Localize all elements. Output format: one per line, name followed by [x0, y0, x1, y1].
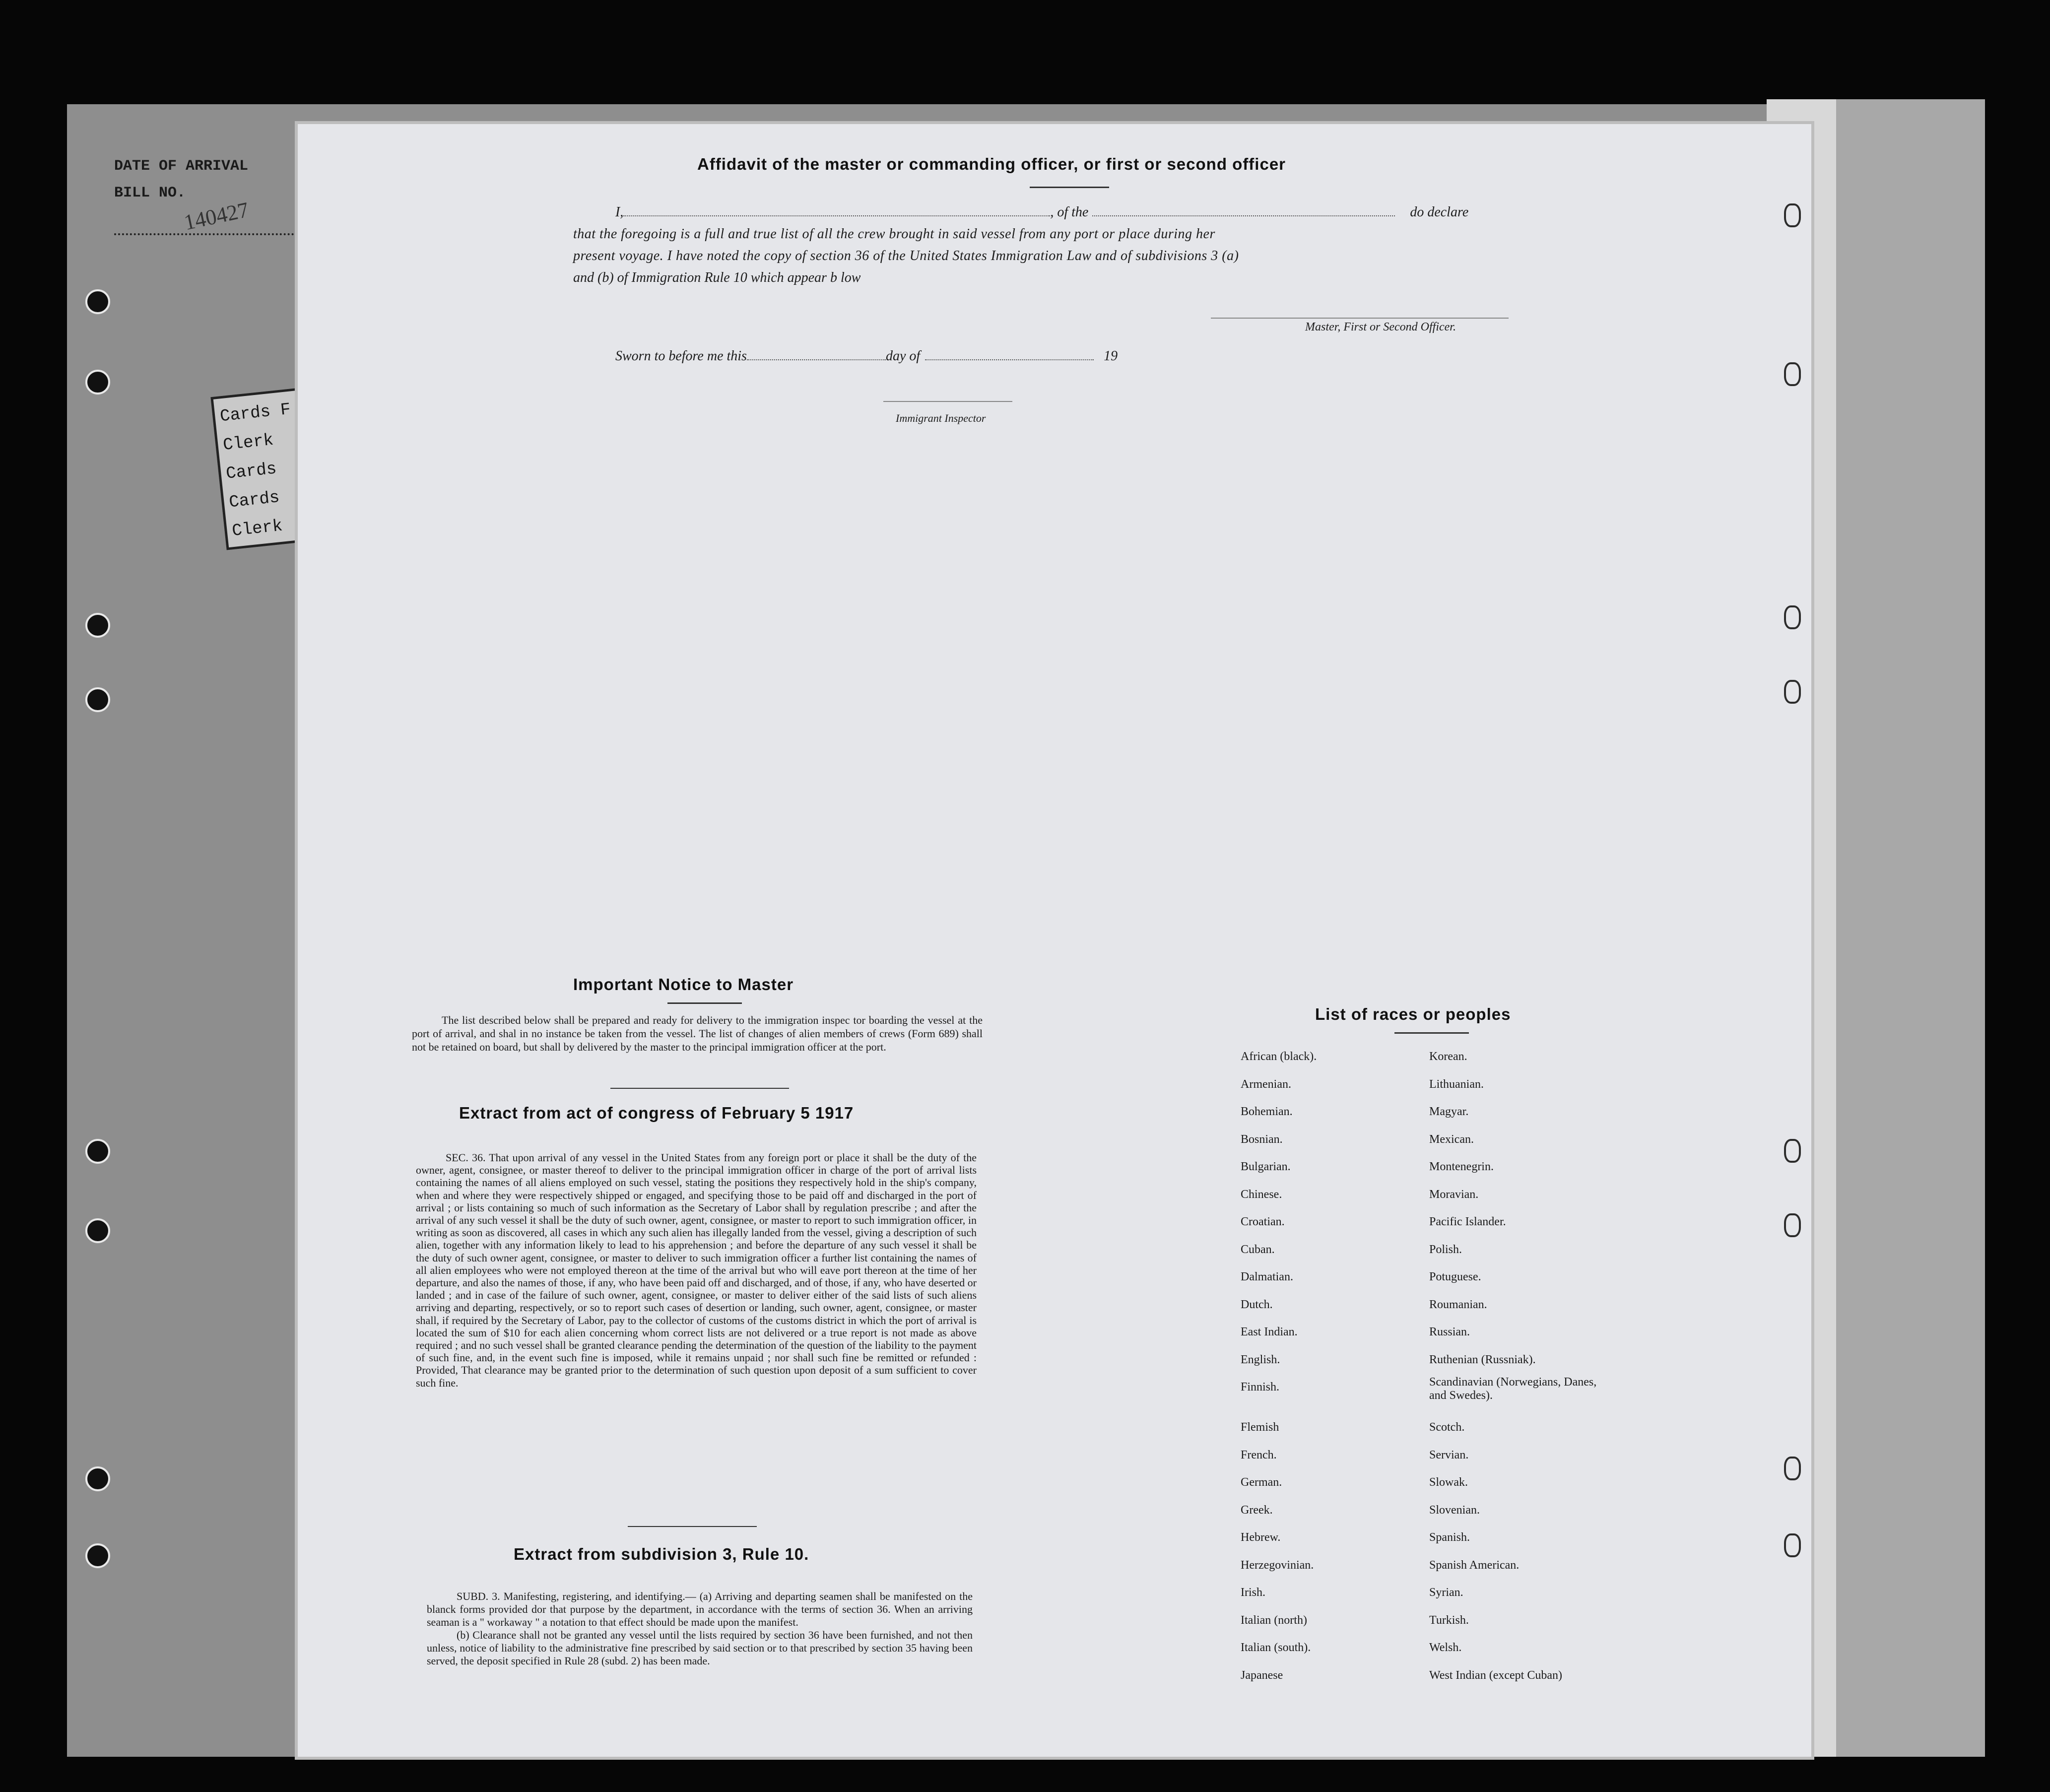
race-item: Syrian.: [1429, 1586, 1463, 1599]
race-item: Mexican.: [1429, 1132, 1474, 1146]
stamp-line: Cards: [225, 460, 278, 484]
stamp-line: Cards: [228, 488, 281, 513]
race-item: Irish.: [1241, 1586, 1265, 1599]
rule-extract-paragraph-b: (b) Clearance shall not be granted any vessel until the lists required by section 36 have been furnished, and not then unless, notice of liability to the administrative fine prescribed by said section or to that prescribed by section 35 having been served, the deposit specified in Rule 28 (subd. 2) has been made.: [427, 1629, 973, 1667]
race-item: Roumanian.: [1429, 1298, 1487, 1311]
punch-hole: [85, 370, 110, 395]
declarant-name-blank: [623, 215, 1050, 216]
races-column-2: [1429, 1043, 1598, 1689]
vessel-prefix: , of the: [1050, 204, 1089, 220]
race-item: Korean.: [1429, 1050, 1467, 1063]
punch-hole: [85, 1139, 110, 1164]
punch-hole: [1784, 362, 1801, 386]
bleed-through-row: [437, 670, 1677, 690]
race-item: Japanese: [1241, 1668, 1283, 1682]
title-rule: [1030, 187, 1109, 188]
race-item: Lithuanian.: [1429, 1077, 1484, 1091]
sworn-line: [615, 348, 1118, 364]
race-item: Armenian.: [1241, 1077, 1291, 1091]
race-item: Dutch.: [1241, 1298, 1273, 1311]
race-item: Italian (north): [1241, 1613, 1307, 1627]
race-item: German.: [1241, 1476, 1282, 1489]
race-item: East Indian.: [1241, 1326, 1298, 1338]
bill-no-label: BILL NO.: [114, 185, 186, 201]
stamp-line: Cards F: [219, 400, 292, 427]
race-item: Turkish.: [1429, 1613, 1469, 1627]
race-item: Finnish.: [1241, 1381, 1280, 1394]
dotted-divider: [114, 233, 298, 235]
race-item: Herzegovinian.: [1241, 1558, 1314, 1572]
race-item: Cuban.: [1241, 1243, 1275, 1256]
punch-hole: [1784, 1457, 1801, 1480]
race-item: West Indian (except Cuban): [1429, 1668, 1562, 1682]
stamp-line: Clerk: [222, 431, 275, 456]
race-item: English.: [1241, 1353, 1280, 1366]
race-item: Scotch.: [1429, 1421, 1465, 1434]
race-item: Bohemian.: [1241, 1105, 1293, 1118]
punch-hole: [1784, 1139, 1801, 1163]
race-item: Chinese.: [1241, 1188, 1282, 1201]
notice-text: [412, 1013, 983, 1054]
races-title: List of races or peoples: [1315, 1005, 1511, 1023]
punch-hole: [85, 1543, 110, 1568]
race-item: Pacific Islander.: [1429, 1215, 1506, 1228]
race-item: Moravian.: [1429, 1188, 1479, 1201]
act-extract-paragraph: SEC. 36. That upon arrival of any vessel in the United States from any foreign port or place it shall be the duty of the owner, agent, consignee, or master thereof to deliver to the principal immigration officer in charge of the port of arrival lists containing the names of all aliens employed on such vessel, stating the positions they respectively hold in the ship's company, when and where they were respectively shipped or engaged, and specifying those to be paid off and discharged in the port of arrival ; or lists containing so much of such information as the Secretary of Labor shall by regulation prescribe ; and after the arrival of any such vessel it shall be the duty of such owner, agent, consignee, or master to report to such immigration officer, in writing as soon as discovered, all cases in which any such alien has illegally landed from the vessel, giving a description of such alien, together with any information likely to lead to his apprehension ; and before the departure of any such vessel it shall be the duty of such owner agent, consignee, or master to deliver to such immigration officer a further list containing the names of all alien employees who were not employed thereon at the time of the arrival but who will eave port thereon at the time of her departure, and also the names of those, if any, who have been paid off and discharged, and of those, if any, who have deserted or landed ; and in case of the failure of such owner, agent, consignee, or master to deliver either of the said lists of such aliens arriving and departing, respectively, or so to report such cases of desertion or landing, such owner, agent, consignee, or master shall, if required by the Secretary of Labor, pay to the collector of customs of the customs district in which the port of arrival is located the sum of $10 for each alien concerning whom correct lists are not delivered or a true report is not made as above required ; and no such vessel shall be granted clearance pending the determination of the question of the liability to the payment of such fine, and, in the event such fine is imposed, while it remains unpaid ; nor shall such fine be remitted or refunded : Provided, That clearance may be granted prior to the determination of such question upon deposit of a sum sufficient to cover such fine.: [416, 1151, 977, 1389]
punch-hole: [1784, 680, 1801, 704]
race-item: Flemish: [1241, 1421, 1279, 1434]
race-item: Italian (south).: [1241, 1641, 1311, 1654]
bleed-through-row: [437, 533, 1677, 553]
race-item: Welsh.: [1429, 1641, 1462, 1654]
punch-hole: [1784, 1533, 1801, 1557]
rule-extract-text: [427, 1590, 973, 1667]
inspector-signature-line: [883, 401, 1012, 402]
act-divider: [628, 1526, 757, 1527]
race-item: Servian.: [1429, 1448, 1469, 1461]
declarant-prefix: I,: [615, 204, 624, 220]
race-item: African (black).: [1241, 1050, 1317, 1063]
punch-hole: [85, 289, 110, 314]
race-item: Greek.: [1241, 1503, 1273, 1517]
race-item: Croatian.: [1241, 1215, 1285, 1228]
act-extract-title: Extract from act of congress of February 5 1917: [459, 1104, 854, 1122]
bleed-through-row: [437, 809, 1677, 829]
stamp-line: Clerk: [231, 517, 284, 541]
sworn-day-blank: [747, 359, 886, 360]
rule-extract-title: Extract from subdivision 3, Rule 10.: [514, 1545, 809, 1563]
race-item: Polish.: [1429, 1243, 1462, 1256]
bill-no-value: 140427: [182, 197, 251, 235]
punch-hole: [1784, 1213, 1801, 1237]
underlying-sheet-edge: [1836, 99, 1985, 1757]
races-column-1: [1241, 1043, 1317, 1689]
notice-rule: [667, 1002, 742, 1004]
race-item: Magyar.: [1429, 1105, 1469, 1118]
declare-suffix: do declare: [1410, 204, 1469, 220]
affidavit-line-4: and (b) of Immigration Rule 10 which appear b low: [573, 270, 861, 285]
inspector-label: Immigrant Inspector: [896, 412, 986, 424]
notice-paragraph: The list described below shall be prepared and ready for delivery to the immigration inspec tor boarding the vessel at the port of arrival, and shal in no instance be taken from the vessel. The list of changes of alien members of crews (Form 689) shall not be retained on board, but shall by delivered by the master to the principal immigration officer at the port.: [412, 1014, 983, 1053]
race-item: Russian.: [1429, 1326, 1470, 1338]
race-item: Dalmatian.: [1241, 1270, 1293, 1283]
race-item: Slowak.: [1429, 1476, 1468, 1489]
signature-line: [1211, 318, 1509, 319]
punch-hole: [85, 687, 110, 712]
race-item: Spanish American.: [1429, 1558, 1520, 1572]
rule-extract-paragraph-a: SUBD. 3. Manifesting, registering, and identifying.— (a) Arriving and departing seamen shall be manifested on the blanck forms provided dor that purpose by the department, in accordance with the terms of section 36. When an arriving seaman is a " workaway " a notation to that effect should be made upon the manifest.: [427, 1590, 973, 1628]
affidavit-line-2: that the foregoing is a full and true list of all the crew brought in said vessel from any port or place during her: [573, 226, 1215, 242]
affidavit-title: Affidavit of the master or commanding officer, or first or second officer: [697, 155, 1286, 173]
notice-divider: [610, 1088, 789, 1089]
punch-hole: [85, 1466, 110, 1491]
race-item: Bosnian.: [1241, 1132, 1283, 1146]
race-item: Slovenian.: [1429, 1503, 1480, 1517]
race-item: Bulgarian.: [1241, 1160, 1291, 1173]
sworn-prefix: Sworn to before me this: [615, 348, 747, 364]
races-rule: [1394, 1032, 1469, 1034]
signature-label: Master, First or Second Officer.: [1305, 321, 1456, 333]
race-item: Ruthenian (Russniak).: [1429, 1353, 1536, 1366]
race-item: Potuguese.: [1429, 1270, 1481, 1283]
sworn-day-label: day of: [885, 348, 921, 364]
act-extract-text: [416, 1151, 977, 1389]
race-item: Hebrew.: [1241, 1531, 1281, 1544]
sworn-year: 19: [1104, 348, 1118, 364]
affidavit-line-1: [615, 204, 1468, 220]
punch-hole: [85, 1218, 110, 1243]
punch-hole: [1784, 203, 1801, 227]
affidavit-line-3: present voyage. I have noted the copy of section 36 of the United States Immigration Law and of subdivisions 3 (a): [573, 248, 1239, 264]
race-item: French.: [1241, 1448, 1277, 1461]
punch-hole: [85, 613, 110, 638]
race-item: Spanish.: [1429, 1531, 1470, 1544]
sworn-month-blank: [925, 359, 1094, 360]
notice-title: Important Notice to Master: [573, 975, 794, 994]
date-of-arrival-label: DATE OF ARRIVAL: [114, 158, 249, 175]
race-item: Scandinavian (Norwegians, Danes, and Swedes).: [1429, 1376, 1597, 1402]
race-item: Montenegrin.: [1429, 1160, 1494, 1173]
punch-hole: [1784, 605, 1801, 629]
vessel-name-blank: [1092, 215, 1395, 216]
